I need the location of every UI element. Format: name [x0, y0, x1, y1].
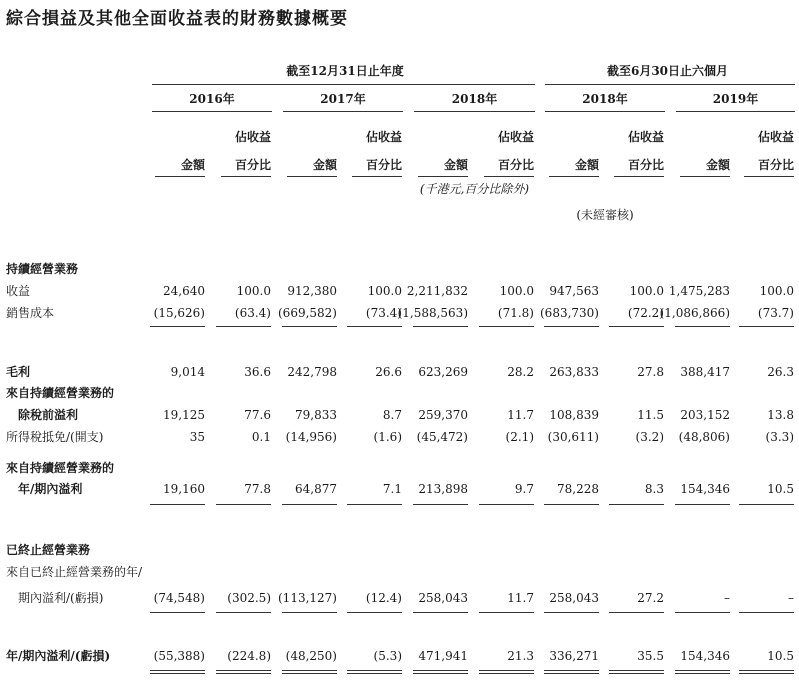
col-header-pct-line2: 百分比 — [234, 158, 271, 172]
col-header-pct-line1: 佔收益 — [757, 130, 794, 144]
table-cell: 154,346 — [680, 649, 730, 663]
total-rule — [282, 326, 337, 327]
table-cell: 242,798 — [287, 365, 337, 379]
total-rule — [479, 326, 534, 327]
col-header-pct-line2: 百分比 — [757, 158, 794, 172]
total-rule — [544, 670, 599, 671]
total-rule — [216, 504, 271, 505]
total-rule — [150, 504, 205, 505]
total-rule — [347, 670, 402, 671]
total-rule — [609, 612, 664, 613]
table-cell: 36.6 — [244, 365, 271, 379]
row-label: 來自持續經營業務的 — [6, 386, 115, 400]
table-cell: (3.2) — [635, 430, 664, 444]
table-cell: (45,472) — [416, 430, 468, 444]
total-rule — [413, 670, 468, 671]
table-cell: (73.4) — [365, 306, 402, 320]
col-header-pct-line1: 佔收益 — [365, 130, 402, 144]
unit-note: (千港元,百分比除外) — [419, 182, 530, 196]
total-rule — [347, 612, 402, 613]
year-header-2018: 2018年 — [451, 92, 498, 106]
row-label: 所得稅抵免/(開支) — [6, 430, 104, 444]
table-cell: – — [788, 591, 794, 605]
year-rule — [283, 111, 403, 112]
table-cell: (63.4) — [234, 306, 271, 320]
table-cell: 77.6 — [244, 408, 271, 422]
table-cell: 8.3 — [644, 482, 664, 496]
row-label: 毛利 — [6, 365, 31, 379]
col-header-amount: 金額 — [180, 158, 205, 172]
table-cell: (1,086,866) — [659, 306, 730, 320]
page-title: 綜合損益及其他全面收益表的財務數據概要 — [6, 9, 348, 29]
table-cell: (48,806) — [678, 430, 730, 444]
table-cell: (3.3) — [765, 430, 794, 444]
total-rule — [479, 670, 534, 671]
table-cell: (2.1) — [505, 430, 534, 444]
table-cell: 2,211,832 — [406, 284, 468, 298]
table-cell: 471,941 — [418, 649, 468, 663]
table-cell: 10.5 — [767, 649, 794, 663]
row-label: 來自持續經營業務的 — [6, 461, 115, 475]
table-cell: 336,271 — [549, 649, 599, 663]
col-header-pct-line1: 佔收益 — [627, 130, 664, 144]
table-cell: 24,640 — [163, 284, 205, 298]
total-rule — [282, 670, 337, 671]
table-cell: 26.6 — [375, 365, 402, 379]
col-header-rule — [221, 176, 271, 177]
table-cell: (74,548) — [153, 591, 205, 605]
row-label: 已終止經營業務 — [6, 543, 91, 557]
table-cell: 259,370 — [418, 408, 468, 422]
table-cell: (1,588,563) — [397, 306, 468, 320]
total-rule — [739, 504, 794, 505]
col-header-pct-line2: 百分比 — [497, 158, 534, 172]
table-cell: 912,380 — [287, 284, 337, 298]
total-rule — [282, 612, 337, 613]
row-label: 年/期內溢利/(虧損) — [6, 649, 111, 663]
table-cell: 263,833 — [549, 365, 599, 379]
table-cell: 100.0 — [367, 284, 402, 298]
table-cell: 623,269 — [418, 365, 468, 379]
row-label: 除稅前溢利 — [18, 408, 79, 422]
col-header-rule — [418, 176, 468, 177]
total-rule — [544, 504, 599, 505]
table-cell: 8.7 — [382, 408, 402, 422]
total-rule — [150, 326, 205, 327]
table-cell: 9,014 — [170, 365, 205, 379]
unaudited-note: (未經審核) — [576, 208, 634, 222]
table-cell: (302.5) — [227, 591, 271, 605]
col-header-pct-line1: 佔收益 — [497, 130, 534, 144]
table-cell: 11.5 — [637, 408, 664, 422]
table-cell: (30,611) — [547, 430, 599, 444]
total-rule — [347, 326, 402, 327]
row-label: 持續經營業務 — [6, 262, 79, 276]
table-cell: 27.2 — [637, 591, 664, 605]
total-rule — [413, 612, 468, 613]
table-cell: (683,730) — [540, 306, 599, 320]
table-cell: 213,898 — [418, 482, 468, 496]
total-rule — [150, 670, 205, 671]
table-cell: – — [724, 591, 730, 605]
total-rule — [675, 670, 730, 671]
col-header-pct-line2: 百分比 — [365, 158, 402, 172]
row-label: 期內溢利/(虧損) — [18, 591, 104, 605]
table-cell: (5.3) — [373, 649, 402, 663]
table-cell: 0.1 — [251, 430, 271, 444]
table-cell: (224.8) — [227, 649, 271, 663]
total-rule — [739, 326, 794, 327]
row-label: 來自已終止經營業務的年/ — [6, 565, 143, 579]
col-header-rule — [352, 176, 402, 177]
table-cell: (55,388) — [153, 649, 205, 663]
total-rule — [609, 670, 664, 671]
total-rule — [479, 612, 534, 613]
col-header-rule — [614, 176, 664, 177]
total-rule — [150, 612, 205, 613]
year-rule — [152, 111, 272, 112]
table-cell: 78,228 — [557, 482, 599, 496]
total-rule — [739, 612, 794, 613]
total-rule — [675, 612, 730, 613]
table-cell: 11.7 — [507, 408, 534, 422]
total-rule — [413, 504, 468, 505]
table-cell: (12.4) — [365, 591, 402, 605]
total-rule — [675, 326, 730, 327]
table-cell: (669,582) — [278, 306, 337, 320]
total-rule — [739, 670, 794, 671]
table-cell: 203,152 — [680, 408, 730, 422]
bottom-rule — [145, 680, 795, 681]
table-cell: 28.2 — [507, 365, 534, 379]
total-rule — [544, 612, 599, 613]
row-label: 銷售成本 — [6, 306, 55, 320]
table-cell: 154,346 — [680, 482, 730, 496]
table-cell: 35.5 — [637, 649, 664, 663]
table-cell: 7.1 — [382, 482, 402, 496]
total-rule — [675, 504, 730, 505]
year-header-2016: 2016年 — [189, 92, 235, 106]
table-cell: 258,043 — [549, 591, 599, 605]
table-cell: 100.0 — [629, 284, 664, 298]
row-label: 年/期內溢利 — [18, 482, 83, 496]
total-rule — [413, 326, 468, 327]
col-header-rule — [287, 176, 337, 177]
table-cell: 26.3 — [767, 365, 794, 379]
table-cell: (73.7) — [757, 306, 794, 320]
table-cell: 13.8 — [767, 408, 794, 422]
year-rule — [676, 111, 795, 112]
year-rule — [545, 111, 665, 112]
table-cell: 35 — [189, 430, 205, 444]
group-rule-six-months — [545, 84, 795, 85]
table-cell: (14,956) — [285, 430, 337, 444]
table-cell: (72.2) — [627, 306, 664, 320]
total-rule — [609, 326, 664, 327]
total-rule — [216, 326, 271, 327]
col-header-rule — [549, 176, 599, 177]
year-header-2017: 2017年 — [320, 92, 366, 106]
col-header-amount: 金額 — [443, 158, 468, 172]
table-cell: (1.6) — [373, 430, 402, 444]
total-rule — [347, 504, 402, 505]
total-rule — [544, 326, 599, 327]
table-cell: 100.0 — [499, 284, 534, 298]
table-cell: 19,125 — [163, 408, 205, 422]
table-cell: (48,250) — [285, 649, 337, 663]
group-header-year-end: 截至12月31日止年度 — [286, 64, 404, 78]
table-cell: 388,417 — [680, 365, 730, 379]
col-header-amount: 金額 — [574, 158, 599, 172]
group-header-six-months: 截至6月30日止六個月 — [606, 64, 729, 78]
table-cell: 9.7 — [514, 482, 534, 496]
col-header-pct-line2: 百分比 — [627, 158, 664, 172]
year-header-2018-h1: 2018年 — [582, 92, 628, 106]
table-cell: 64,877 — [295, 482, 337, 496]
col-header-pct-line1: 佔收益 — [234, 130, 271, 144]
table-cell: 10.5 — [767, 482, 794, 496]
year-rule — [414, 111, 535, 112]
table-cell: 258,043 — [418, 591, 468, 605]
table-cell: 77.8 — [244, 482, 271, 496]
table-cell: (15,626) — [153, 306, 205, 320]
col-header-rule — [155, 176, 205, 177]
table-cell: 19,160 — [163, 482, 205, 496]
col-header-amount: 金額 — [312, 158, 337, 172]
col-header-rule — [744, 176, 794, 177]
total-rule — [479, 504, 534, 505]
total-rule — [216, 612, 271, 613]
row-label: 收益 — [6, 284, 31, 298]
total-rule — [216, 670, 271, 671]
table-cell: 947,563 — [549, 284, 599, 298]
total-rule — [282, 504, 337, 505]
table-cell: 1,475,283 — [668, 284, 730, 298]
col-header-rule — [484, 176, 534, 177]
bottom-rule — [145, 674, 795, 675]
year-header-2019-h1: 2019年 — [712, 92, 759, 106]
total-rule — [609, 504, 664, 505]
table-cell: 100.0 — [759, 284, 794, 298]
table-cell: 11.7 — [507, 591, 534, 605]
table-cell: 100.0 — [236, 284, 271, 298]
bottom-rule — [145, 677, 795, 678]
group-rule-year-end — [152, 84, 535, 85]
table-cell: 21.3 — [507, 649, 534, 663]
table-cell: (113,127) — [278, 591, 337, 605]
table-cell: (71.8) — [497, 306, 534, 320]
table-cell: 27.8 — [637, 365, 664, 379]
col-header-rule — [680, 176, 730, 177]
table-cell: 108,839 — [549, 408, 599, 422]
col-header-amount: 金額 — [705, 158, 730, 172]
table-cell: 79,833 — [295, 408, 337, 422]
